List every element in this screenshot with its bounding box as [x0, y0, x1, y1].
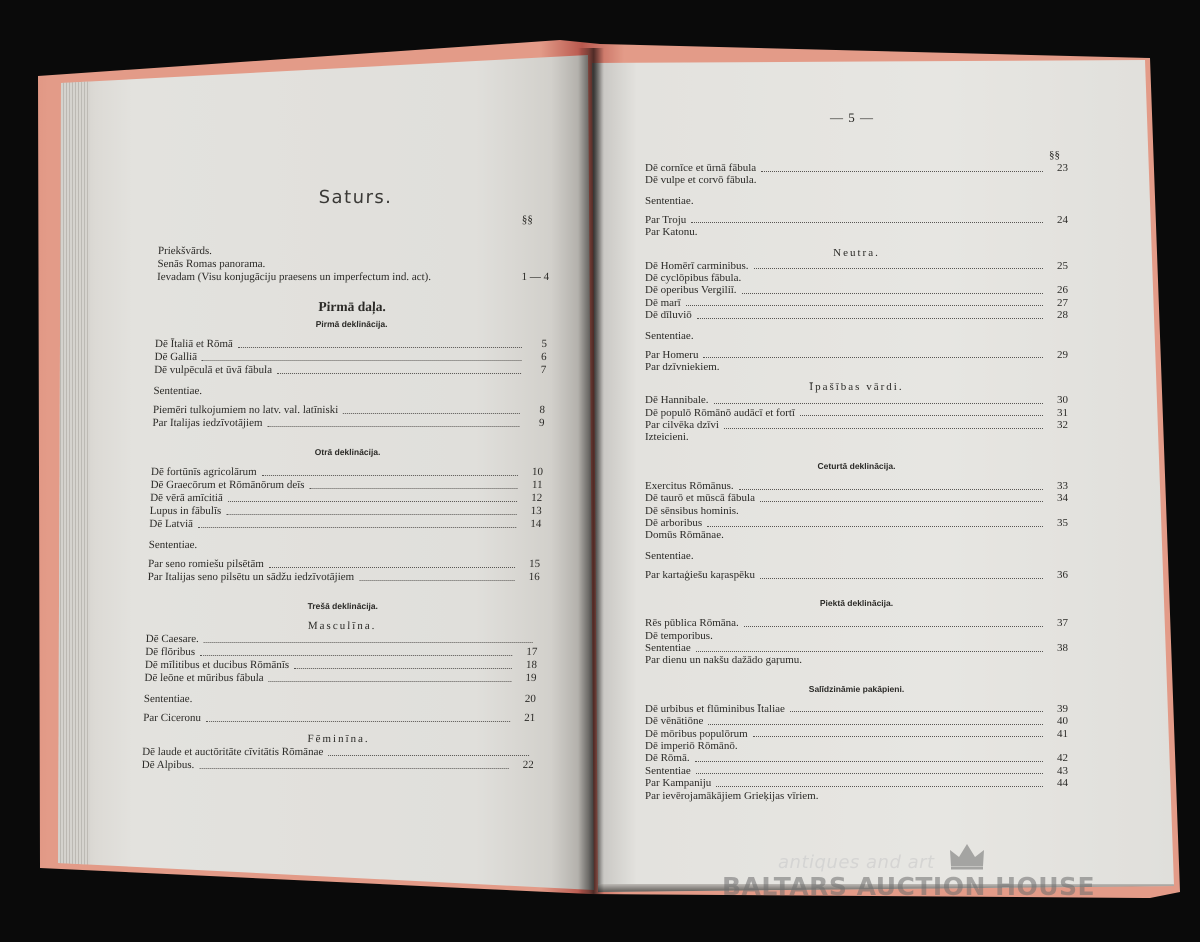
toc-entry — [645, 630, 1068, 642]
entry-text: Dē vērā amīcitiā — [149, 492, 224, 504]
dot-leader — [724, 428, 1043, 429]
dot-leader — [695, 761, 1043, 762]
dot-leader — [760, 578, 1043, 579]
entry-text: Pirmā daļa. — [318, 299, 387, 314]
entry-page-number: 38 — [1057, 641, 1068, 654]
entry-page-number: 5 — [541, 338, 548, 350]
entry-page-number: 44 — [1057, 777, 1068, 790]
toc-entry — [645, 529, 1068, 541]
toc-entry — [645, 394, 1068, 406]
declension-heading — [151, 446, 543, 458]
dot-leader — [697, 318, 1043, 319]
sententiae-label — [645, 550, 1068, 563]
dot-leader — [761, 171, 1043, 172]
entry-text: Sententiae. — [153, 385, 203, 397]
toc-entry — [155, 338, 547, 351]
entry-text: Salīdzināmie pakāpieni. — [808, 683, 905, 694]
dot-leader — [703, 357, 1043, 358]
entry-text: Par Italijas iedzīvotājiem — [152, 417, 263, 429]
entry-text: Dē arboribus — [645, 517, 703, 530]
section-mark: §§ — [1049, 149, 1060, 161]
entry-text: Dē Caesare. — [145, 633, 200, 645]
entry-page-number: 37 — [1057, 617, 1068, 630]
dot-leader — [753, 736, 1043, 737]
toc-entry — [145, 659, 537, 672]
dot-leader — [277, 373, 521, 374]
entry-page-number: 14 — [530, 518, 542, 530]
dot-leader — [739, 489, 1043, 490]
entry-text: Dē mōribus populōrum — [645, 727, 748, 740]
entry-page-number: 18 — [525, 659, 538, 671]
entry-page-number: 11 — [531, 479, 543, 491]
toc-title: Saturs. — [318, 187, 393, 208]
dot-leader — [267, 426, 519, 427]
entry-text: Trešā deklinācija. — [307, 601, 379, 611]
gender-heading — [142, 733, 534, 746]
gender-heading — [645, 381, 1068, 394]
entry-page-number: 28 — [1057, 309, 1068, 322]
entry-page-number: 24 — [1057, 213, 1068, 226]
toc-entry — [645, 703, 1068, 715]
toc-entry — [645, 654, 1068, 666]
toc-entry — [144, 672, 536, 685]
entry-text: Ievadam (Visu konjugāciju praesens un imperfectum ind. act). — [156, 271, 432, 283]
watermark-name: BALTARS AUCTION HOUSE — [722, 872, 1096, 901]
toc-entry — [645, 505, 1068, 517]
entry-text: Rēs pūblica Rōmāna. — [645, 617, 739, 630]
entry-text: Otrā deklinācija. — [314, 447, 381, 457]
toc-entry — [645, 260, 1068, 272]
entry-page-number: 6 — [540, 351, 547, 363]
entry-page-number: 26 — [1057, 284, 1068, 297]
entry-text: Sententiae. — [645, 329, 694, 342]
toc-entry — [645, 728, 1068, 740]
entry-page-number: 21 — [524, 712, 536, 724]
entry-text: Dē vulpēculā et ūvā fābula — [153, 364, 273, 376]
sententiae-label — [148, 539, 540, 552]
toc-entry — [645, 284, 1068, 296]
entry-page-number: 41 — [1057, 727, 1068, 740]
entry-text: Izteicieni. — [645, 431, 689, 444]
entry-text: Domūs Rōmānae. — [645, 529, 724, 542]
dot-leader — [760, 501, 1043, 502]
entry-text: Dē imperiō Rōmānō. — [645, 739, 738, 752]
entry-page-number: 22 — [522, 759, 534, 771]
dot-leader — [707, 526, 1043, 527]
sententiae-label — [153, 385, 545, 398]
entry-text: Par dzīvniekiem. — [645, 360, 720, 373]
dot-leader — [800, 415, 1043, 416]
toc-entry — [143, 712, 535, 725]
entry-page-number: 43 — [1057, 764, 1068, 777]
toc-entry — [142, 759, 534, 772]
entry-page-number: 19 — [525, 672, 537, 684]
declension-heading — [155, 318, 547, 330]
toc-entry — [645, 226, 1068, 238]
declension-heading — [645, 683, 1068, 695]
entry-text: Dē marī — [645, 296, 681, 309]
entry-text: Dē Ītaliā et Rōmā — [154, 338, 234, 350]
entry-text: Dē Alpibus. — [141, 759, 195, 771]
entry-text: Par Italijas seno pilsētu un sādžu iedzīvotājiem — [147, 571, 355, 583]
gender-heading — [146, 620, 538, 633]
entry-text: Sententiae — [645, 764, 691, 777]
entry-text: Masculīna. — [307, 620, 377, 632]
dot-leader — [238, 347, 522, 348]
entry-text: Dē flōribus — [145, 646, 196, 658]
entry-page-number: 32 — [1057, 419, 1068, 432]
entry-page-number: 15 — [528, 558, 541, 570]
watermark-tagline: antiques and art — [778, 852, 935, 873]
entry-text: Dē cyclōpibus fābula. — [645, 271, 742, 284]
toc-entry — [149, 518, 541, 531]
entry-text: Ceturtā deklinācija. — [817, 460, 896, 471]
entry-text: Dē Rōmā. — [645, 752, 690, 765]
toc-entry — [150, 505, 542, 518]
declension-heading — [645, 597, 1068, 609]
dot-leader — [716, 786, 1043, 787]
entry-text: Dē Latviā — [149, 518, 194, 530]
dot-leader — [199, 768, 508, 769]
entry-page-number: 27 — [1057, 296, 1068, 309]
entry-text: Par seno romiešu pilsētām — [147, 558, 265, 570]
toc-entry — [645, 162, 1068, 174]
toc-entry — [154, 351, 546, 364]
entry-text: Dē mīlitibus et ducibus Rōmānīs — [144, 659, 290, 671]
entry-text: Dē laude et auctōritāte cīvitātis Rōmānae — [141, 746, 324, 758]
spine-shadow — [578, 48, 604, 894]
entry-text: Piektā deklinācija. — [819, 598, 894, 609]
entry-page-number: 42 — [1057, 752, 1068, 765]
toc-entry — [148, 558, 540, 571]
entry-text: Par ievērojamākājiem Grieķijas vīriem. — [645, 789, 819, 802]
toc-entry — [147, 571, 539, 584]
dot-leader — [328, 755, 529, 756]
toc-entry — [645, 569, 1068, 581]
page-number: — 5 — — [830, 110, 874, 125]
dot-leader — [202, 360, 522, 361]
entry-text: Par dienu un nakšu dažādo gaŗumu. — [645, 654, 803, 667]
entry-text: Sententiae. — [148, 539, 198, 551]
toc-entry — [152, 417, 544, 430]
sententiae-label — [645, 330, 1068, 343]
entry-text: Par kartaģiešu kaŗaspēku — [645, 568, 755, 581]
dot-leader — [754, 268, 1043, 269]
toc-entry — [146, 633, 538, 646]
dot-leader — [294, 668, 512, 669]
dot-leader — [309, 488, 517, 489]
toc-entry — [142, 746, 534, 759]
entry-page-number: 8 — [539, 404, 546, 416]
entry-text: Dē temporibus. — [645, 629, 713, 642]
entry-text: Dē Graecōrum et Rōmānōrum deīs — [150, 479, 305, 491]
dot-leader — [204, 642, 533, 643]
entry-text: Pirmā deklinācija. — [315, 319, 388, 329]
dot-leader — [226, 514, 517, 515]
dot-leader — [744, 626, 1043, 627]
dot-leader — [269, 681, 512, 682]
entry-page-number: 16 — [528, 571, 540, 583]
entry-text: Dē taurō et mūscā fābula — [645, 492, 755, 505]
entry-text: Dē populō Rōmānō audācī et fortī — [645, 406, 795, 419]
entry-text: Dē vēnātiōne — [645, 715, 704, 728]
entry-text: Sententiae — [645, 641, 691, 654]
toc-entry — [645, 407, 1068, 419]
entry-text: Par Kampaniju — [645, 777, 712, 790]
entry-text: Senās Romas panorama. — [157, 258, 266, 270]
entry-page-number: 12 — [530, 492, 543, 504]
dot-leader — [742, 293, 1043, 294]
toc-entry — [645, 297, 1068, 309]
dot-leader — [228, 501, 517, 502]
entry-page-number: 29 — [1057, 348, 1068, 361]
part-heading — [156, 298, 549, 315]
entry-text: Exercitus Rōmānus. — [645, 479, 734, 492]
toc-entry — [157, 258, 549, 271]
entry-text: Īpašības vārdi. — [809, 381, 904, 394]
entry-text: Dē fortūnīs agricolārum — [150, 466, 257, 478]
entry-text: Sententiae. — [143, 693, 193, 705]
dot-leader — [696, 773, 1043, 774]
entry-page-number: 20 — [524, 693, 537, 705]
entry-page-number: 31 — [1057, 406, 1068, 419]
toc-entry — [645, 214, 1068, 226]
entry-text: Dē cornīce et ūrnā fābula — [645, 162, 757, 174]
entry-page-number: 9 — [538, 417, 545, 429]
toc-rows — [645, 162, 1068, 802]
dot-leader — [696, 651, 1043, 652]
declension-heading — [645, 460, 1068, 472]
entry-text: Piemēri tulkojumiem no latv. val. latīniski — [152, 404, 339, 416]
dot-leader — [269, 567, 515, 568]
entry-page-number: 7 — [540, 364, 547, 376]
toc-entry — [150, 479, 542, 492]
entry-text: Fēminīna. — [307, 733, 370, 745]
dot-leader — [200, 655, 512, 656]
entry-text: Dē vulpe et corvō fābula. — [645, 174, 757, 187]
entry-page-number: 10 — [531, 466, 544, 478]
toc-entry — [645, 361, 1068, 373]
entry-text: Priekšvārds. — [157, 245, 213, 257]
entry-text: Par cilvēka dzīvi — [645, 419, 719, 432]
entry-text: Dē sēnsibus hominis. — [645, 504, 739, 517]
page-edges — [58, 55, 90, 890]
dot-leader — [206, 721, 510, 722]
dot-leader — [691, 222, 1043, 223]
entry-page-number: 33 — [1057, 479, 1068, 492]
entry-page-number: 23 — [1057, 162, 1068, 174]
entry-page-number: 39 — [1057, 702, 1068, 715]
entry-text: Dē urbibus et flūminibus Ītaliae — [645, 702, 785, 715]
entry-page-number: 1 — 4 — [521, 271, 550, 283]
entry-page-number: 30 — [1057, 394, 1068, 407]
toc-entry — [153, 404, 545, 417]
toc-entry — [157, 271, 549, 284]
dot-leader — [714, 403, 1043, 404]
entry-text: Sententiae. — [645, 549, 694, 562]
entry-page-number: 36 — [1057, 568, 1068, 581]
dot-leader — [262, 475, 518, 476]
entry-page-number: 25 — [1057, 259, 1068, 272]
entry-text: Lupus in fābulīs — [149, 505, 222, 517]
toc-rows — [142, 245, 551, 772]
entry-text: Dē leōne et mūribus fābula — [144, 672, 264, 684]
entry-page-number: 13 — [530, 505, 542, 517]
crown-icon — [948, 842, 986, 870]
toc-entry — [150, 492, 542, 505]
entry-text: Par Homeru — [645, 348, 699, 361]
sententiae-label — [645, 195, 1068, 208]
toc-entry — [645, 309, 1068, 321]
toc-entry — [645, 752, 1068, 764]
toc-entry — [145, 646, 537, 659]
dot-leader — [198, 527, 516, 528]
dot-leader — [686, 305, 1043, 306]
toc-entry — [645, 492, 1068, 504]
entry-text: Neutra. — [833, 246, 880, 259]
entry-text: Sententiae. — [645, 194, 694, 207]
section-mark: §§ — [521, 214, 534, 226]
toc-entry — [645, 740, 1068, 752]
entry-page-number: 17 — [526, 646, 538, 658]
entry-text: Par Ciceronu — [143, 712, 202, 724]
entry-text: Par Troju — [645, 213, 687, 226]
toc-entry — [645, 419, 1068, 431]
entry-text: Dē dīluviō — [645, 309, 692, 322]
toc-entry — [645, 642, 1068, 654]
entry-page-number: 35 — [1057, 517, 1068, 530]
sententiae-label — [144, 693, 536, 706]
toc-entry — [645, 272, 1068, 284]
toc-entry — [645, 790, 1068, 802]
dot-leader — [708, 724, 1043, 725]
entry-page-number: 34 — [1057, 492, 1068, 505]
toc-entry — [645, 431, 1068, 443]
dot-leader — [343, 413, 520, 414]
toc-entry — [158, 245, 550, 258]
toc-right — [645, 148, 1068, 802]
toc-entry — [645, 174, 1068, 186]
entry-page-number: 40 — [1057, 715, 1068, 728]
toc-entry — [154, 364, 546, 377]
toc-left — [142, 185, 552, 772]
toc-entry — [645, 480, 1068, 492]
toc-entry — [645, 715, 1068, 727]
toc-entry — [645, 617, 1068, 629]
entry-text: Par Katonu. — [645, 226, 698, 239]
toc-entry — [151, 466, 543, 479]
toc-entry — [645, 777, 1068, 789]
dot-leader — [359, 580, 515, 581]
entry-text: Dē Homērī carminibus. — [645, 259, 749, 272]
gender-heading — [645, 247, 1068, 260]
entry-text: Dē operibus Vergiliī. — [645, 284, 737, 297]
dot-leader — [790, 711, 1043, 712]
entry-text: Dē Hannibale. — [645, 394, 709, 407]
toc-entry — [645, 349, 1068, 361]
declension-heading — [147, 600, 539, 612]
toc-entry — [645, 765, 1068, 777]
entry-text: Dē Galliā — [154, 351, 198, 363]
toc-entry — [645, 517, 1068, 529]
